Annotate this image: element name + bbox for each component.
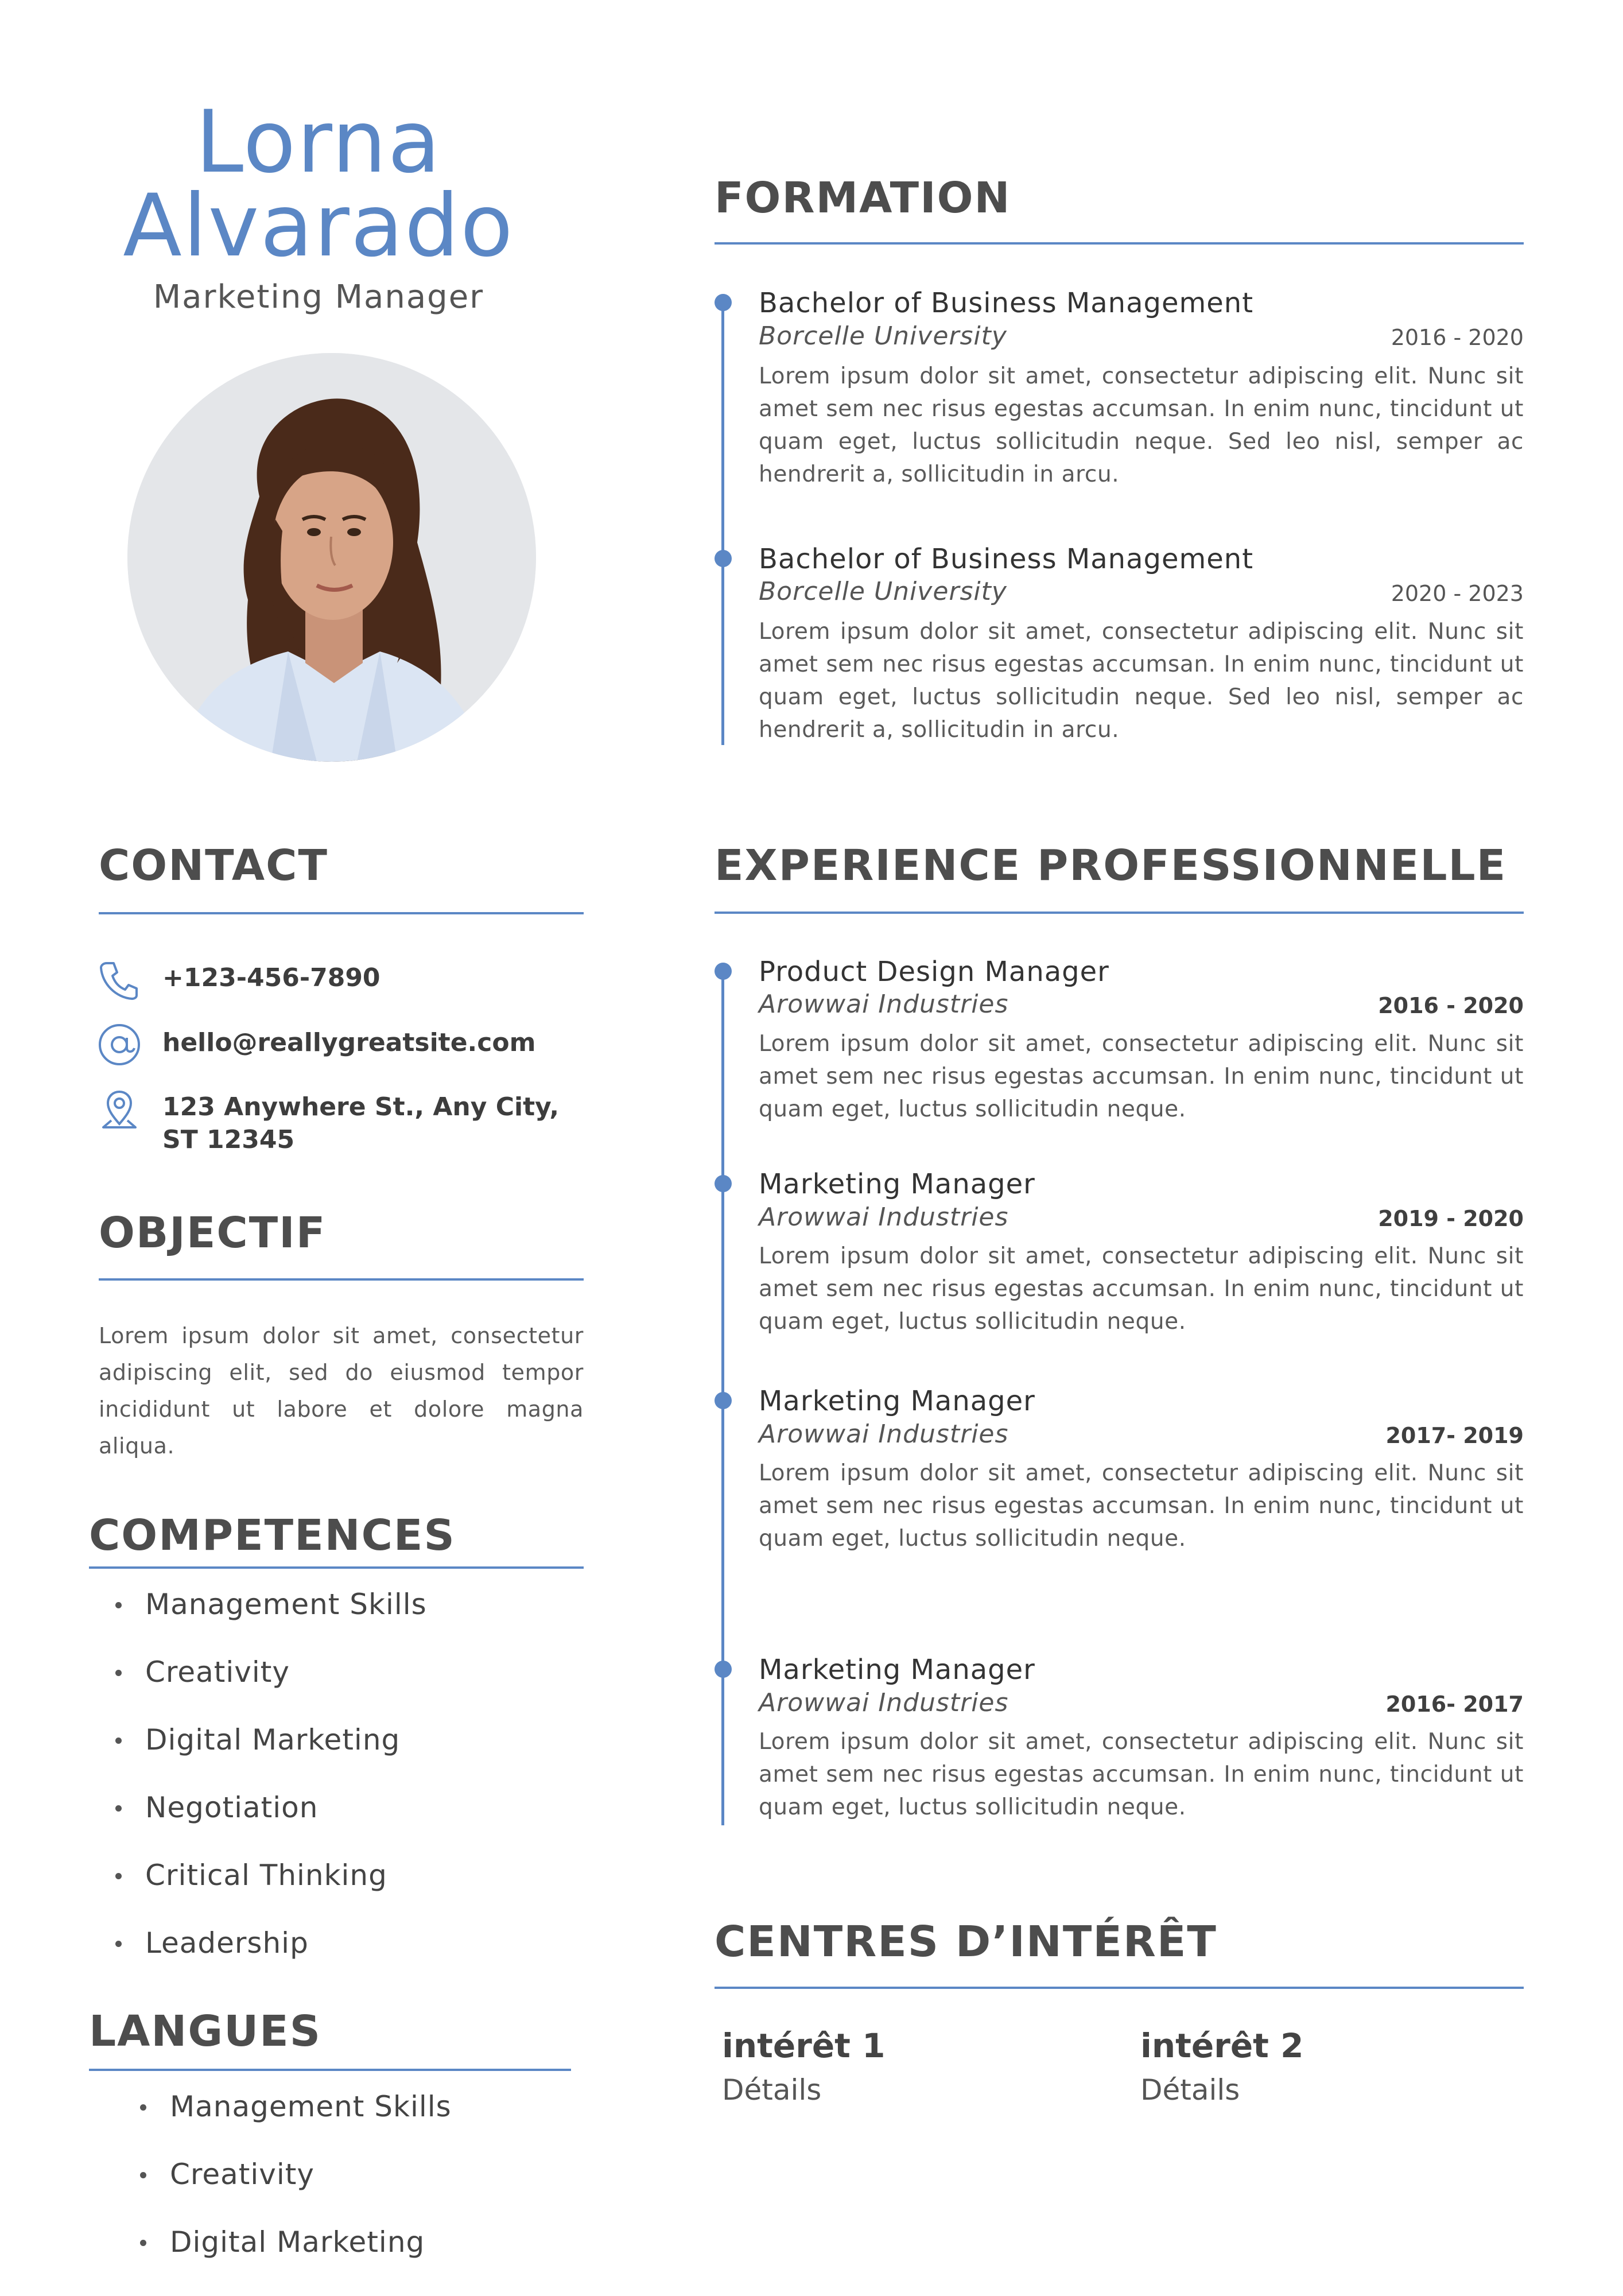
skill-item: Creativity xyxy=(145,1655,581,1723)
job-dates: 2017- 2019 xyxy=(1385,1423,1524,1448)
objective-text: Lorem ipsum dolor sit amet, consectetur adipiscing elit, sed do eiusmod tempor incididunt ut labore et dolore magna aliqua. xyxy=(99,1323,584,1459)
interest-name: intérêt 1 xyxy=(722,2026,886,2065)
candidate-name xyxy=(0,92,637,276)
degree-title: Bachelor of Business Management xyxy=(759,287,1254,319)
education-dates: 2016 - 2020 xyxy=(1391,325,1524,350)
phone-number[interactable]: +123-456-7890 xyxy=(162,963,380,992)
job-title: Marketing Manager xyxy=(153,278,484,316)
job-description: Lorem ipsum dolor sit amet, consectetur adipiscing elit. Nunc sit amet sem nec risus egestas accumsan. In enim nunc, tincidunt ut quam eget, luctus sollicitudin neque. xyxy=(759,1460,1524,1552)
interest-detail: Détails xyxy=(1140,2073,1240,2107)
profile-photo xyxy=(127,353,536,762)
formation-divider xyxy=(715,242,1524,245)
skill-item: Negotiation xyxy=(145,1790,581,1858)
objective-divider xyxy=(99,1278,584,1281)
interests-divider xyxy=(715,1987,1524,1989)
formation-heading: FORMATION xyxy=(715,173,1011,223)
company-name: Arowwai Industries xyxy=(759,1688,1009,1717)
first-name: Lorna xyxy=(195,92,442,192)
skill-item: Management Skills xyxy=(145,1587,581,1655)
languages-divider xyxy=(89,2069,571,2071)
company-name: Arowwai Industries xyxy=(759,1420,1009,1449)
job-role: Marketing Manager xyxy=(759,1385,1035,1417)
interests-heading: CENTRES D’INTÉRÊT xyxy=(715,1917,1217,1967)
job-role: Marketing Manager xyxy=(759,1168,1035,1200)
job-dates: 2019 - 2020 xyxy=(1378,1206,1524,1231)
skill-item: Digital Marketing xyxy=(145,1723,581,1790)
timeline-dot xyxy=(715,294,732,311)
education-description: Lorem ipsum dolor sit amet, consectetur adipiscing elit. Nunc sit amet sem nec risus egestas accumsan. In enim nunc, tincidunt ut quam eget, luctus sollicitudin neque. Sed leo nisl, semper ac hendrerit a, sollicitudin in arcu. xyxy=(759,363,1524,487)
skills-list xyxy=(145,1587,581,1994)
interest-name: intérêt 2 xyxy=(1140,2026,1304,2065)
experience-divider xyxy=(715,912,1524,914)
timeline-dot xyxy=(715,1661,732,1678)
at-sign-icon xyxy=(96,1022,142,1068)
skills-heading: COMPETENCES xyxy=(89,1511,456,1560)
timeline-dot xyxy=(715,963,732,980)
skill-item: Leadership xyxy=(145,1926,581,1994)
job-dates: 2016 - 2020 xyxy=(1378,993,1524,1018)
phone-icon xyxy=(96,957,142,1003)
timeline-dot xyxy=(715,550,732,567)
school-name: Borcelle University xyxy=(759,577,1007,606)
job-description: Lorem ipsum dolor sit amet, consectetur adipiscing elit. Nunc sit amet sem nec risus egestas accumsan. In enim nunc, tincidunt ut quam eget, luctus sollicitudin neque. xyxy=(759,1729,1524,1820)
postal-address: 123 Anywhere St., Any City, ST 12345 xyxy=(162,1092,560,1154)
email-address[interactable]: hello@reallygreatsite.com xyxy=(162,1028,536,1057)
education-dates: 2020 - 2023 xyxy=(1391,581,1524,606)
job-role: Marketing Manager xyxy=(759,1654,1035,1686)
languages-heading: LANGUES xyxy=(89,2007,322,2056)
job-dates: 2016- 2017 xyxy=(1385,1692,1524,1717)
job-role: Product Design Manager xyxy=(759,956,1109,988)
location-pin-icon xyxy=(96,1086,142,1132)
language-item: Management Skills xyxy=(170,2089,572,2157)
languages-list xyxy=(170,2089,572,2293)
job-description: Lorem ipsum dolor sit amet, consectetur adipiscing elit. Nunc sit amet sem nec risus egestas accumsan. In enim nunc, tincidunt ut quam eget, luctus sollicitudin neque. xyxy=(759,1243,1524,1335)
experience-heading: EXPERIENCE PROFESSIONNELLE xyxy=(715,841,1507,890)
objective-heading: OBJECTIF xyxy=(99,1208,327,1258)
skill-item: Critical Thinking xyxy=(145,1858,581,1926)
contact-divider xyxy=(99,912,584,914)
skills-divider xyxy=(89,1566,584,1569)
portrait-illustration xyxy=(127,353,536,762)
company-name: Arowwai Industries xyxy=(759,1203,1009,1232)
company-name: Arowwai Industries xyxy=(759,990,1009,1019)
last-name: Alvarado xyxy=(123,176,514,276)
contact-heading: CONTACT xyxy=(99,841,328,890)
education-description: Lorem ipsum dolor sit amet, consectetur adipiscing elit. Nunc sit amet sem nec risus egestas accumsan. In enim nunc, tincidunt ut quam eget, luctus sollicitudin neque. Sed leo nisl, semper ac hendrerit a, sollicitudin in arcu. xyxy=(759,619,1524,743)
language-item: Creativity xyxy=(170,2157,572,2225)
interest-detail: Détails xyxy=(722,2073,822,2107)
timeline-dot xyxy=(715,1392,732,1409)
school-name: Borcelle University xyxy=(759,321,1007,351)
degree-title: Bachelor of Business Management xyxy=(759,543,1254,575)
formation-timeline xyxy=(721,303,724,745)
job-description: Lorem ipsum dolor sit amet, consectetur adipiscing elit. Nunc sit amet sem nec risus egestas accumsan. In enim nunc, tincidunt ut quam eget, luctus sollicitudin neque. xyxy=(759,1031,1524,1122)
language-item: Digital Marketing xyxy=(170,2225,572,2293)
timeline-dot xyxy=(715,1175,732,1192)
